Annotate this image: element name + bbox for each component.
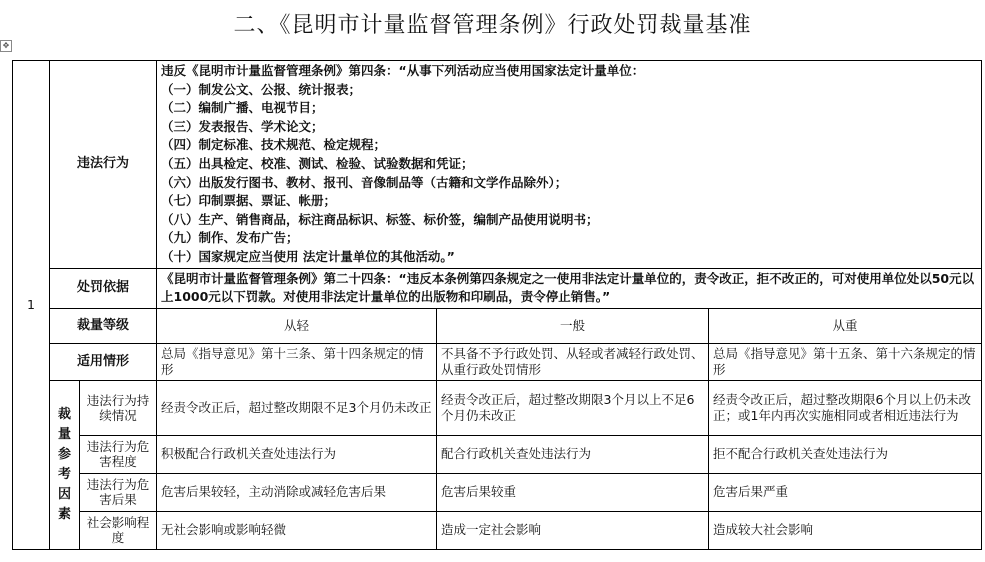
basis-row	[13, 268, 982, 308]
violation-item: （四）制定标准、技术规范、检定规程；	[161, 137, 387, 153]
factor-row	[13, 380, 982, 435]
factor-row	[13, 473, 982, 511]
violation-label: 违法行为	[50, 61, 157, 269]
factor-name: 违法行为危害程度	[80, 435, 157, 473]
violation-item: （七）印制票据、票证、帐册；	[161, 193, 337, 209]
page-title: 二、《昆明市计量监督管理条例》行政处罚裁量基准	[233, 13, 752, 38]
factor-heavy: 危害后果严重	[709, 473, 982, 511]
grade-row	[13, 308, 982, 343]
factor-light: 无社会影响或影响轻微	[157, 511, 437, 549]
violation-item: （十）国家规定应当使用 法定计量单位的其他活动。”	[161, 248, 455, 264]
violation-intro: 违反《昆明市计量监督管理条例》第四条：“从事下列活动应当使用国家法定计量单位：	[161, 63, 645, 78]
factor-row	[13, 435, 982, 473]
factor-name: 社会影响程度	[80, 511, 157, 549]
applicable-label: 适用情形	[50, 343, 157, 380]
move-handle-icon[interactable]: ✥	[0, 40, 12, 52]
applicable-heavy: 总局《指导意见》第十五条、第十六条规定的情形	[709, 343, 982, 380]
basis-text: 《昆明市计量监督管理条例》第二十四条：“违反本条例第四条规定之一使用非法定计量单位的，责令改正，拒不改正的，可对使用单位处以50元以上1000元以下罚款。对使用非法定计量单位的出版物和印刷品，责令停止销售。”	[157, 268, 982, 308]
violation-content	[157, 61, 982, 269]
penalty-table	[12, 60, 982, 550]
violation-item: （九）制作、发布广告；	[161, 230, 299, 246]
grade-label: 裁量等级	[50, 308, 157, 343]
grade-normal: 一般	[437, 308, 709, 343]
factors-label: 裁量参考因素	[50, 380, 80, 549]
basis-label: 处罚依据	[50, 268, 157, 308]
factor-name: 违法行为危害后果	[80, 473, 157, 511]
violation-item: （六）出版发行图书、教材、报刊、音像制品等（古籍和文学作品除外）；	[161, 174, 568, 190]
violation-item: （二）编制广播、电视节目；	[161, 100, 324, 116]
factor-normal: 危害后果较重	[437, 473, 709, 511]
applicable-light: 总局《指导意见》第十三条、第十四条规定的情形	[157, 343, 437, 380]
row-number: 1	[13, 61, 50, 550]
factor-light: 危害后果较轻，主动消除或减轻危害后果	[157, 473, 437, 511]
factor-normal: 配合行政机关查处违法行为	[437, 435, 709, 473]
factor-normal: 造成一定社会影响	[437, 511, 709, 549]
grade-heavy: 从重	[709, 308, 982, 343]
factor-heavy: 造成较大社会影响	[709, 511, 982, 549]
applicable-normal: 不具备不予行政处罚、从轻或者减轻行政处罚、从重行政处罚情形	[437, 343, 709, 380]
factor-light: 积极配合行政机关查处违法行为	[157, 435, 437, 473]
violation-item: （一）制发公文、公报、统计报表；	[161, 81, 362, 97]
applicable-row	[13, 343, 982, 380]
factor-normal: 经责令改正后，超过整改期限3个月以上不足6个月仍未改正	[437, 380, 709, 435]
factor-heavy: 经责令改正后，超过整改期限6个月以上仍未改正；或1年内再次实施相同或者相近违法行为	[709, 380, 982, 435]
violation-item: （五）出具检定、校准、测试、检验、试验数据和凭证；	[161, 155, 474, 171]
violation-item: （三）发表报告、学术论文；	[161, 118, 324, 134]
grade-light: 从轻	[157, 308, 437, 343]
factor-row	[13, 511, 982, 549]
factor-light: 经责令改正后，超过整改期限不足3个月仍未改正	[157, 380, 437, 435]
factor-heavy: 拒不配合行政机关查处违法行为	[709, 435, 982, 473]
violation-item: （八）生产、销售商品，标注商品标识、标签、标价签，编制产品使用说明书；	[161, 211, 599, 227]
factor-name: 违法行为持续情况	[80, 380, 157, 435]
violation-row	[13, 61, 982, 269]
